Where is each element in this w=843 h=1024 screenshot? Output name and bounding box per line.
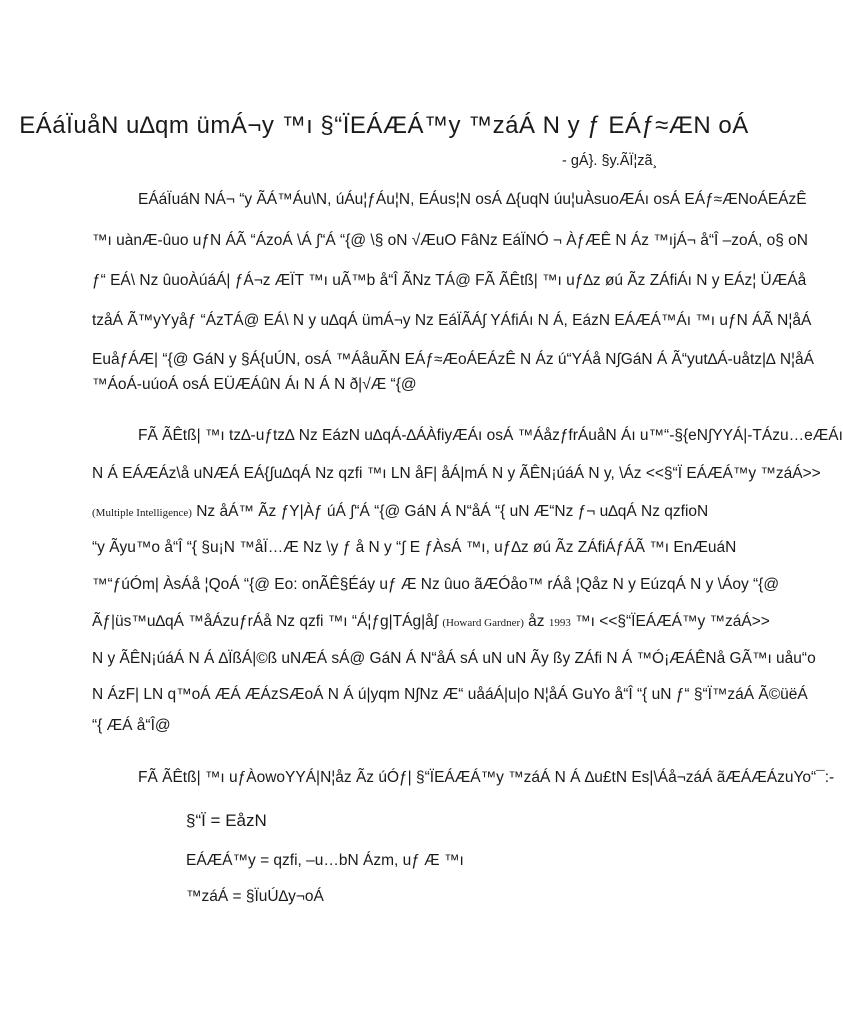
- paragraph-2-line-7: N y ÃÊN¡úáÁ N Á ∆ÏßÁ|©ß uNÆÁ sÁ@ GáN Á N“åÁ sÁ uN uN Ãy ßy ZÁfi N Á ™Ó¡ÆÁÊNå GÃ™ı uåu“o: [92, 650, 816, 667]
- formula-1: §“Ï = EåzN: [186, 811, 267, 830]
- paragraph-3-line-1: FÃ ÃÊtß| ™ı uƒÀowoYYÁ|N¦åz Ãz úÓƒ| §“ÏEÁÆÁ™y ™záÁ N Á ∆u£tN Es|\Áå¬záÁ ãÆÁÆÁzuYo“¯:-: [138, 769, 835, 786]
- paragraph-1-line-4: tzåÁ Ã™yYyåƒ “ÁzTÁ@ EÁ\ N y u∆qÁ ümÁ¬y Nz EáÏÃÁ∫ YÁfiÁı N Á, EázN EÁÆÁ™Áı ™ı uƒN ÁÃ N¦åÁ: [92, 312, 812, 329]
- paragraph-1-line-2: ™ı uànÆ-ûuo uƒN ÁÃ “ÁzoÁ \Á ∫“Á “{@ \§ oN √ÆuO FâNz EáÏNÓ ¬ ÀƒÆÊ N Áz ™ıjÁ¬ å“Î –zoÁ, o§ oN: [92, 232, 808, 249]
- paragraph-2-line-3: (Multiple Intelligence) Nz åÁ™ Ãz ƒY|Àƒ úÁ ∫“Á “{@ GáN Á N“åÁ “{ uN Æ“Nz ƒ¬ u∆qÁ Nz qzfioN: [92, 503, 709, 520]
- paragraph-2-line-1: FÃ ÃÊtß| ™ı tz∆-uƒtz∆ Nz EázN u∆qÁ-∆ÁÀfiyÆÁı osÁ ™ÁåzƒfrÁuåN Áı u™“-§{eN∫YYÁ|-TÁzu…eÆÁı: [138, 427, 843, 444]
- paragraph-2-line-4: “y Ãyu™o å“Î “{ §u¡N ™åÏ…Æ Nz \y ƒ å N y “∫ E ƒÀsÁ ™ı, uƒ∆z øú Ãz ZÁfiÁƒÁÃ ™ı EnÆuáN: [92, 539, 737, 556]
- paragraph-2-line-5: ™“ƒúÓm| ÀsÁå ¦QoÁ “{@ Eo: onÃÊ§Éáy uƒ Æ Nz ûuo ãÆÓåo™ rÁå ¦Qåz N y EúzqÁ N y \Áoy “{@: [92, 576, 780, 593]
- paragraph-1-line-5: EuåƒÁÆ| “{@ GáN y §Á{uÚN, osÁ ™ÁåuÃN EÁƒ≈ÆoÁEÁzÊ N Áz ú“YÁå N∫GáN Á Ã“yut∆Á-uåtz|∆ N¦åÁ: [92, 351, 814, 368]
- formula-3: ™záÁ = §ÏuÚ∆y¬oÁ: [186, 888, 324, 905]
- author-line: - gÁ}. §y.ÃÏ¦zã¸: [562, 153, 658, 169]
- paragraph-2-line-8: N ÁzF| LN q™oÁ ÆÁ ÆÁzSÆoÁ N Á ú|yqm N∫Nz Æ“ uåáÁ|u|o N¦åÁ GuYo å“Î “{ uN ƒ“ §“Ï™záÁ Ã©üëÁ: [92, 686, 808, 703]
- paragraph-1-line-6: ™ÁoÁ-uúoÁ osÁ EÜÆÁûN Áı N Á N ð|√Æ “{@: [92, 376, 417, 393]
- page-title: EÁáÏuåN u∆qm ümÁ¬y ™ı §“ÏEÁÆÁ™y ™záÁ N y ƒ EÁƒ≈ÆN oÁ: [19, 112, 749, 139]
- paragraph-2-line-9: “{ ÆÁ å“Î@: [92, 717, 171, 734]
- paragraph-2-line-6: Ãƒ|üs™u∆qÁ ™åÁzuƒrÁå Nz qzfi ™ı “Á¦ƒg|TÁg|å∫ (Howard Gardner) åz 1993 ™ı <<§“ÏEÁÆÁ™y ™záÁ>>: [92, 613, 770, 630]
- paragraph-2-line-2: N Á EÁÆÁz\å uNÆÁ EÁ{∫u∆qÁ Nz qzfi ™ı LN åF| åÁ|mÁ N y ÃÊN¡úáÁ N y, \Áz <<§“Ï EÁÆÁ™y ™záÁ>>: [92, 465, 821, 482]
- formula-2: EÁÆÁ™y = qzfi, –u…bN Ázm, uƒ Æ ™ı: [186, 852, 464, 869]
- paragraph-1-line-1: EÁáÏuáN NÁ¬ “y ÃÁ™Áu\N, úÁu¦ƒÁu¦N, EÁus¦N osÁ ∆{uqN úu¦uÀsuoÆÁı osÁ EÁƒ≈ÆNoÁEÁzÊ: [138, 191, 807, 208]
- paragraph-1-line-3: ƒ“ EÁ\ Nz ûuoÀúáÁ| ƒÁ¬z ÆÏT ™ı uÃ™b å“Î ÃNz TÁ@ FÃ ÃÊtß| ™ı uƒ∆z øú Ãz ZÁfiÁı N y EÁz¦ ÜÆÁå: [92, 272, 807, 289]
